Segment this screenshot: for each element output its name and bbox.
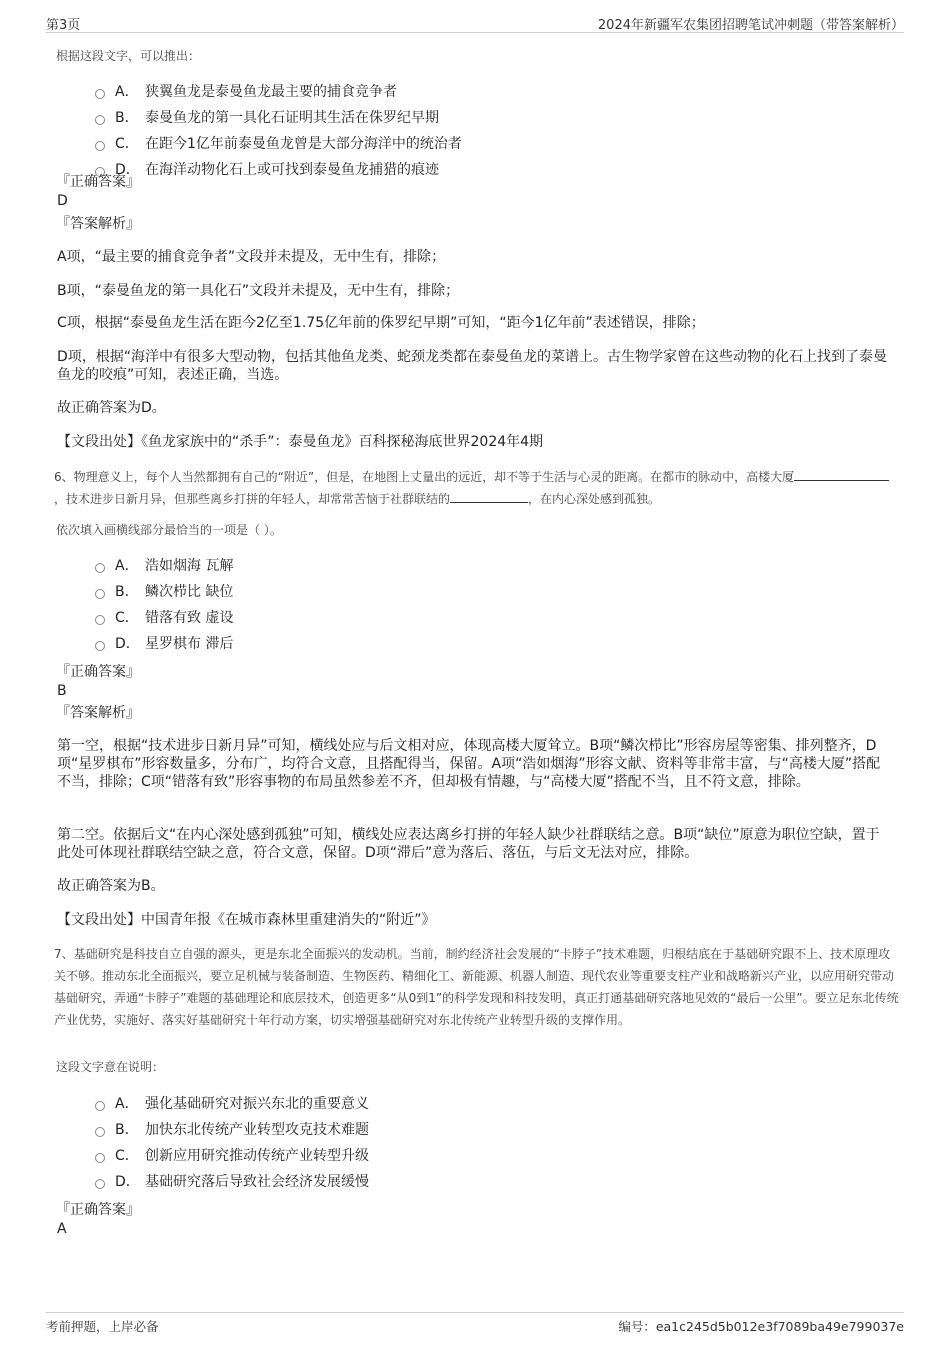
document-title: 2024年新疆军农集团招聘笔试冲刺题（带答案解析） bbox=[597, 18, 904, 33]
fill-blank-2 bbox=[450, 490, 528, 503]
q5-intro: 根据这段文字，可以推出： bbox=[56, 49, 201, 63]
q6-analysis-second-blank: 第二空。依据后文“在内心深处感到孤独”可知，横线处应表达离乡打拼的年轻人缺少社群联结之意。B项“缺位”原意为职位空缺，置于此处可体现社群联结空缺之意，符合文意，保留。D项“滞后”意为落后、落伍，与后文无法对应，排除。 bbox=[57, 827, 880, 861]
q7-option-a[interactable]: A． 强化基础研究对振兴东北的重要意义 bbox=[95, 1094, 369, 1114]
q7-option-c[interactable]: C． 创新应用研究推动传统产业转型升级 bbox=[95, 1146, 369, 1166]
radio-icon[interactable] bbox=[95, 589, 105, 599]
fill-blank-1 bbox=[794, 468, 889, 481]
q6-option-c[interactable]: C． 错落有致 虚设 bbox=[95, 608, 233, 628]
q6-analysis-label: 『答案解析』 bbox=[56, 705, 140, 721]
q6-option-d[interactable]: D． 星罗棋布 滞后 bbox=[95, 634, 233, 654]
q5-analysis-label: 『答案解析』 bbox=[56, 216, 140, 232]
q6-answer-label: 『正确答案』 bbox=[56, 664, 140, 680]
q5-option-d[interactable]: D． 在海洋动物化石上或可找到泰曼鱼龙捕猎的痕迹 bbox=[95, 160, 439, 180]
q6-question: 依次填入画横线部分最恰当的一项是（ ）。 bbox=[56, 523, 282, 537]
q7-answer-label: 『正确答案』 bbox=[56, 1202, 140, 1218]
radio-icon[interactable] bbox=[95, 1127, 105, 1137]
q5-analysis-c: C项，根据“泰曼鱼龙生活在距今2亿至1.75亿年前的侏罗纪早期”可知，“距今1亿年前”表述错误，排除； bbox=[57, 315, 705, 331]
document-id: 编号：ea1c245d5b012e3f7089ba49e799037e bbox=[618, 1319, 904, 1334]
q6-option-b[interactable]: B． 鳞次栉比 缺位 bbox=[95, 582, 233, 602]
q6-analysis-first-blank: 第一空，根据“技术进步日新月异”可知，横线处应与后文相对应，体现高楼大厦耸立。B项“鳞次栉比”形容房屋等密集、排列整齐，D项“星罗棋布”形容数量多，分布广，均符合文意，且搭配得当，保留。A项“浩如烟海”形容文献、资料等非常丰富，与“高楼大厦”搭配不当，排除；C项“错落有致”形容事物的布局虽然参差不齐，但却极有情趣，与“高楼大厦”搭配不当，且不符文意，排除。 bbox=[57, 738, 881, 790]
q7-option-d[interactable]: D． 基础研究落后导致社会经济发展缓慢 bbox=[95, 1172, 369, 1192]
q5-option-c[interactable]: C． 在距今1亿年前泰曼鱼龙曾是大部分海洋中的统治者 bbox=[95, 134, 462, 154]
q6-stem: 6、物理意义上，每个人当然都拥有自己的“附近”，但是，在地图上丈量出的远近，却不等于生活与心灵的距离。在都市的脉动中，高楼大厦，技术进步日新月异，但那些离乡打拼的年轻人，却常常苦恼于社群联结的 ，在内心深处感到孤独。 bbox=[54, 466, 894, 510]
q7-answer: A bbox=[57, 1221, 67, 1237]
radio-icon[interactable] bbox=[95, 89, 105, 99]
q7-option-b[interactable]: B． 加快东北传统产业转型攻克技术难题 bbox=[95, 1120, 369, 1140]
radio-icon[interactable] bbox=[95, 1153, 105, 1163]
q5-option-b[interactable]: B． 泰曼鱼龙的第一具化石证明其生活在侏罗纪早期 bbox=[95, 108, 439, 128]
radio-icon[interactable] bbox=[95, 141, 105, 151]
q5-option-a[interactable]: A． 狭翼鱼龙是泰曼鱼龙最主要的捕食竞争者 bbox=[95, 82, 397, 102]
radio-icon[interactable] bbox=[95, 1101, 105, 1111]
page-footer bbox=[46, 1312, 904, 1335]
q6-option-a[interactable]: A． 浩如烟海 瓦解 bbox=[95, 556, 233, 576]
radio-icon[interactable] bbox=[95, 1179, 105, 1189]
q5-source: 【文段出处】《鱼龙家族中的“杀手”：泰曼鱼龙》百科探秘海底世界2024年4期 bbox=[57, 434, 544, 450]
radio-icon[interactable] bbox=[95, 641, 105, 651]
radio-icon[interactable] bbox=[95, 563, 105, 573]
page-header bbox=[46, 14, 904, 33]
radio-icon[interactable] bbox=[95, 115, 105, 125]
q7-question: 这段文字意在说明： bbox=[56, 1060, 165, 1074]
q6-conclusion: 故正确答案为B。 bbox=[57, 878, 165, 894]
page-number: 第3页 bbox=[46, 18, 81, 33]
q5-answer-label: 『正确答案』 bbox=[56, 174, 140, 190]
q5-analysis-d: D项，根据“海洋中有很多大型动物，包括其他鱼龙类、蛇颈龙类都在泰曼鱼龙的菜谱上。古生物学家曾在这些动物的化石上找到了泰曼鱼龙的咬痕”可知，表述正确，当选。 bbox=[57, 349, 888, 383]
radio-icon[interactable] bbox=[95, 615, 105, 625]
q6-answer: B bbox=[57, 683, 67, 699]
q7-stem: 7、基础研究是科技自立自强的源头，更是东北全面振兴的发动机。当前，制约经济社会发展的“卡脖子”技术难题，归根结底在于基础研究跟不上、技术原理攻关不够。推动东北全面振兴，要立足机械与装备制造、生物医药、精细化工、新能源、机器人制造、现代农业等重要支柱产业和战略新兴产业，以应用研究带动基础研究，弄通“卡脖子”难题的基础理论和底层技术，创造更多“从0到1”的科学发现和科技发明，真正打通基础研究落地见效的“最后一公里”。要立足东北传统产业优势，实施好、落实好基础研究十年行动方案，切实增强基础研究对东北传统产业转型升级的支撑作用。 bbox=[54, 947, 899, 1027]
q6-source: 【文段出处】中国青年报《在城市森林里重建消失的“附近”》 bbox=[57, 912, 436, 928]
q5-analysis-b: B项，“泰曼鱼龙的第一具化石”文段并未提及，无中生有，排除； bbox=[57, 283, 460, 299]
q5-analysis-a: A项，“最主要的捕食竞争者”文段并未提及，无中生有，排除； bbox=[57, 249, 446, 265]
q5-conclusion: 故正确答案为D。 bbox=[57, 400, 166, 416]
footer-slogan: 考前押题，上岸必备 bbox=[46, 1319, 159, 1334]
q5-answer: D bbox=[57, 193, 68, 209]
